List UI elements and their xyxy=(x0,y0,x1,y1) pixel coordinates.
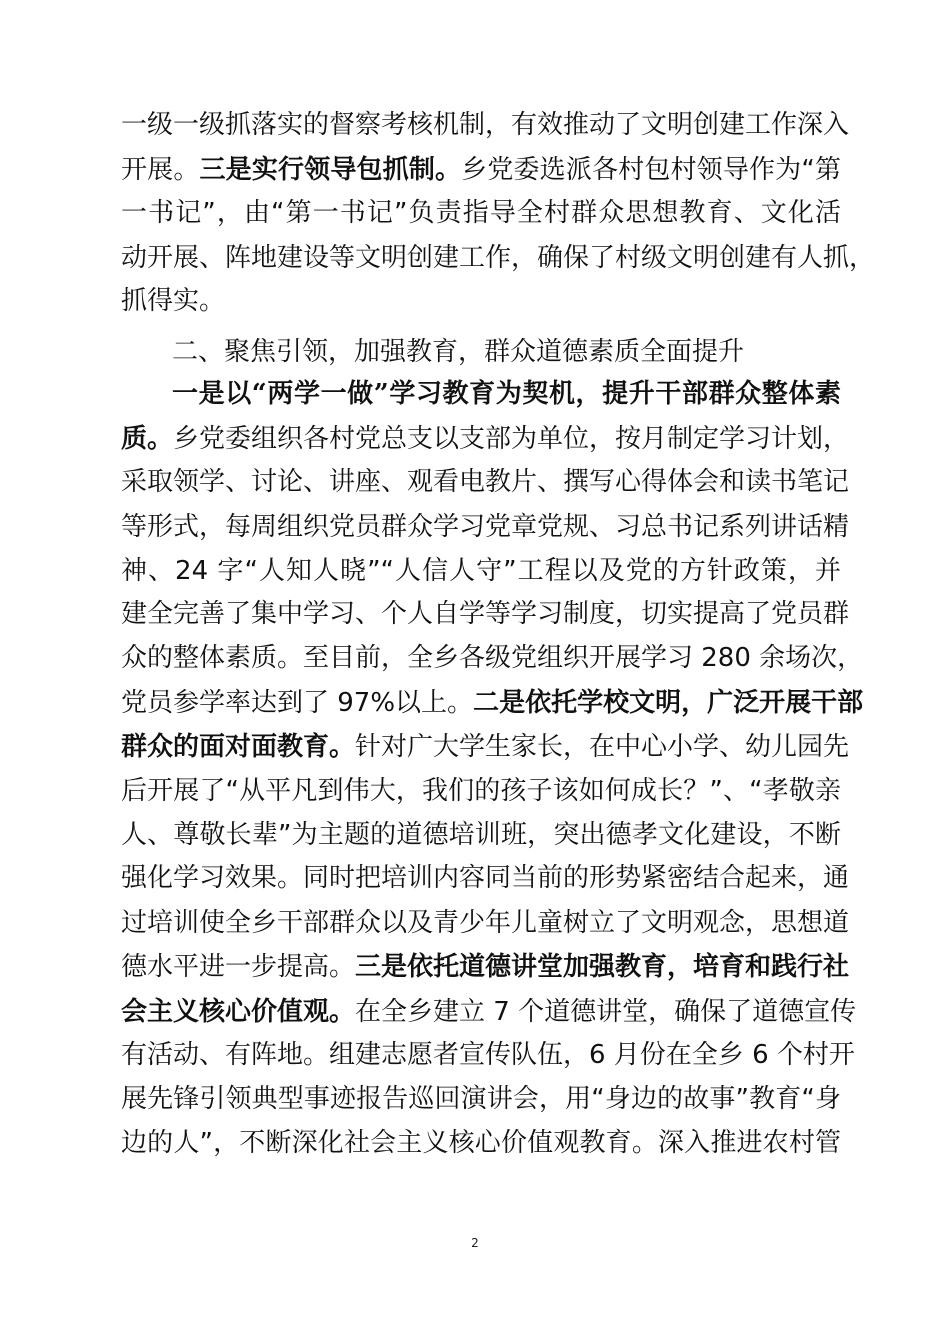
text-line xyxy=(121,908,850,938)
text-line xyxy=(121,198,841,228)
text-line xyxy=(121,732,850,762)
text-line xyxy=(121,155,841,185)
text-run: 乡党委选派各村包村领导作为“第 xyxy=(461,155,841,185)
text-line xyxy=(121,243,876,273)
text-line xyxy=(121,286,841,316)
bold-text-run: 质。 xyxy=(121,424,174,454)
text-line xyxy=(121,512,850,542)
text-run: 有活动、有阵地。组建志愿者宣传队伍，6 月份在全乡 6 个村开 xyxy=(121,1040,855,1070)
text-line xyxy=(121,467,850,497)
text-line xyxy=(121,688,864,718)
text-run: 德水平进一步提高。 xyxy=(121,952,356,982)
text-line xyxy=(172,337,841,367)
text-run: 党员参学率达到了 97%以上。 xyxy=(121,688,474,718)
text-run: 边的人”，不断深化社会主义核心价值观教育。深入推进农村管 xyxy=(121,1128,841,1158)
text-line xyxy=(121,997,857,1027)
text-line xyxy=(121,952,850,982)
bold-text-run: 二是依托学校文明，广泛开展干部 xyxy=(473,688,864,718)
text-run: 强化学习效果。同时把培训内容同当前的形势紧密结合起来，通 xyxy=(121,863,850,893)
text-run: 二、聚焦引领，加强教育，群众道德素质全面提升 xyxy=(172,337,745,367)
bold-text-run: 会主义核心价值观。 xyxy=(121,997,356,1027)
text-run: 众的整体素质。至目前，全乡各级党组织开展学习 280 余场次， xyxy=(121,643,864,673)
text-line xyxy=(121,643,864,673)
bold-text-run: 三是依托道德讲堂加强教育，培育和践行社 xyxy=(355,952,850,982)
text-run: 等形式，每周组织党员群众学习党章党规、习总书记系列讲话精 xyxy=(121,512,850,542)
bold-text-run: 三是实行领导包抓制。 xyxy=(199,155,462,185)
text-line xyxy=(121,599,850,629)
text-line xyxy=(121,1040,855,1070)
text-run: 开展。 xyxy=(121,155,200,185)
text-run: 抓得实。 xyxy=(121,286,226,316)
text-line xyxy=(121,556,841,586)
text-line xyxy=(172,379,841,409)
text-run: 动开展、阵地建设等文明创建工作，确保了村级文明创建有人抓， xyxy=(121,243,876,273)
text-line xyxy=(121,863,850,893)
text-run: 人、尊敬长辈”为主题的道德培训班，突出德孝文化建设，不断 xyxy=(121,820,841,850)
text-line xyxy=(121,776,841,806)
text-run: 展先锋引领典型事迹报告巡回演讲会，用“身边的故事”教育“身 xyxy=(121,1084,841,1114)
text-run: 神、24 字“人知人晓”“人信人守”工程以及党的方针政策，并 xyxy=(121,556,841,586)
text-run: 一级一级抓落实的督察考核机制，有效推动了文明创建工作深入 xyxy=(121,110,850,140)
text-run: 在全乡建立 7 个道德讲堂，确保了道德宣传 xyxy=(355,997,857,1027)
text-line xyxy=(121,1128,841,1158)
text-line xyxy=(121,110,850,140)
text-line xyxy=(121,1084,841,1114)
text-run: 针对广大学生家长，在中心小学、幼儿园先 xyxy=(355,732,850,762)
text-run: 一书记”，由“第一书记”负责指导全村群众思想教育、文化活 xyxy=(121,198,841,228)
text-run: 采取领学、讨论、讲座、观看电教片、撰写心得体会和读书笔记 xyxy=(121,467,850,497)
bold-text-run: 群众的面对面教育。 xyxy=(121,732,356,762)
text-run: 过培训使全乡干部群众以及青少年儿童树立了文明观念，思想道 xyxy=(121,908,850,938)
text-run: 建全完善了集中学习、个人自学等学习制度，切实提高了党员群 xyxy=(121,599,850,629)
text-line xyxy=(121,424,850,454)
text-run: 乡党委组织各村党总支以支部为单位，按月制定学习计划， xyxy=(173,424,850,454)
page-number: 2 xyxy=(471,1236,479,1250)
text-line xyxy=(121,820,841,850)
text-run: 后开展了“从平凡到伟大，我们的孩子该如何成长？”、“孝敬亲 xyxy=(121,776,841,806)
bold-text-run: 一是以“两学一做”学习教育为契机，提升干部群众整体素 xyxy=(172,379,841,409)
